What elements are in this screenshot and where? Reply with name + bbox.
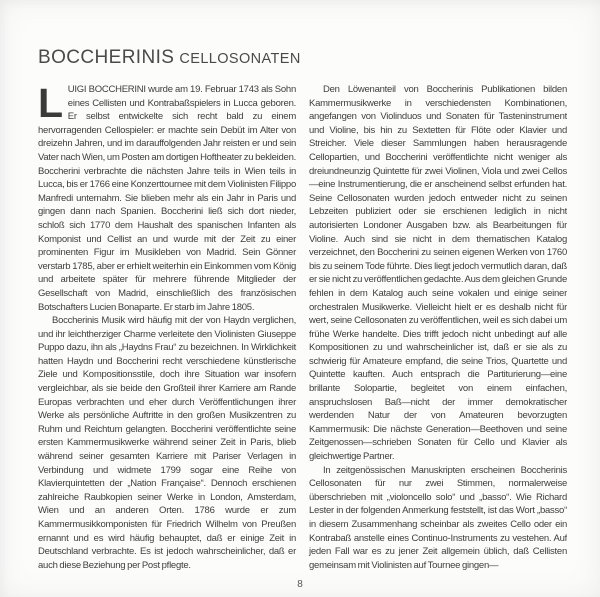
paragraph-manuscripts — [309, 464, 567, 573]
paragraph-text: In zeitgenössischen Manuskripten erscheinen Boccherinis Cellosonaten für nur zwei Stimmen, normalerweise überschrieben mit „violoncello solo“ und „basso“. Wie Richard Lester in der folgenden Anmerkung feststellt, ist das Wort „basso“ in diesem Zusammenhang scheinbar als zweites Cello oder ein Kontrabaß anstelle eines Continuo-Instruments zu vestehen. Auf jeden Fall war es zu jener Zeit allgemein üblich, daß Cellisten gemeinsam mit Violinisten auf Tournee gingen— — [309, 464, 567, 571]
column-right — [309, 83, 567, 583]
title-sub: CELLOSONATEN — [179, 51, 301, 67]
article-columns — [38, 83, 567, 583]
paragraph-biography — [38, 83, 296, 314]
column-left — [38, 83, 296, 583]
paragraph-text: Boccherinis Musik wird häufig mit der von Haydn verglichen, und ihr leichtherziger Charme verleitete den Violinisten Giuseppe Puppo dazu, ihn als „Haydns Frau“ zu bezeichnen. In Wirklichkeit hatten Haydn und Boccherini recht verschiedene künstlerische Ziele und Kompositionsstile, doch ihre Situation war insofern vergleichbar, als sie beide den Großteil ihrer Karriere am Rande Europas verbrachten und eher durch Veröffentlichungen ihrer Werke als persönliche Auftritte in den großen Musikzentren zu Ruhm und Reichtum gelangten. Boccherini veröffentlichte seine ersten Kammermusikwerke während seiner Zeit in Paris, blieb während seiner gesamten Karriere mit Pariser Verlagen in Verbindung und widmete 1799 sogar eine Reihe von Klavierquintetten der „Nation Française“. Dennoch erschienen zahlreiche Raubkopien seiner Werke in London, Amsterdam, Wien und an anderen Orten. 1786 wurde er zum Kammermusikkomponisten für Friedrich Wilhelm von Preußen ernannt und es wird häufig behauptet, daß er einige Zeit in Deutschland verbrachte. Es ist jedoch wahrscheinlicher, daß er auch diese Beziehung per Post pflegte. — [38, 315, 296, 571]
title-main: BOCCHERINIS — [38, 47, 175, 68]
paragraph-publications — [309, 83, 567, 464]
dropcap-letter: L — [38, 83, 63, 126]
paragraph-text: Den Löwenanteil von Boccherinis Publikationen bilden Kammermusikwerke in verschiedensten Kombinationen, angefangen von Violinduos und Sonaten für Tasteninstrument und Violine, bis hin zu Sextetten für Flöte oder Klavier und Streicher. Viele dieser Sammlungen haben herausragende Cellopartien, und Boccherini veröffentlichte nicht weniger als dreiundneunzig Quintette für zwei Violinen, Viola und zwei Cellos—eine Instrumentierung, die er anscheinend selbst erfunden hat. Seine Cellosonaten wurden jedoch entweder nicht zu seinen Lebzeiten publiziert oder sie erschienen lediglich in nicht autorisierten Londoner Ausgaben bzw. als Bearbeitungen für Violine. Auch sind sie nicht in dem thematischen Katalog verzeichnet, den Boccherini zu seinen eigenen Werken von 1760 bis zu seinem Tode führte. Dies liegt jedoch vermutlich daran, daß er sie nicht zu veröffentlichen gedachte. Aus dem gleichen Grunde fehlen in dem Katalog auch seine vokalen und einige seiner orchestralen Musikwerke. Vielleicht hielt er es deshalb nicht für wert, seine Cellosonaten zu veröffentlichen, weil es sich dabei um frühe Werke handelte. Dies trifft jedoch nicht unbedingt auf alle Kompositionen zu und wahrscheinlicher ist, daß er sie als zu schwierig für Amateure empfand, die seine Trios, Quartette und Quintette kauften. Auch entsprach die Partiturierung—eine brillante Solopartie, begleitet von einem einfachen, anspruchslosen Baß—nicht der immer demokratischer werdenden Natur der von Amateuren bevorzugten Kammermusik: Die nächste Generation—Beethoven und seine Zeitgenossen—schrieben Sonaten für Cello und Klavier als gleichwertige Partner. — [309, 84, 567, 463]
paragraph-text: UIGI BOCCHERINI wurde am 19. Februar 1743 als Sohn eines Cellisten und Kontrabaßspielers in Lucca geboren. Er selbst entwickelte sich recht bald zu einem hervorragenden Cellospieler: er machte sein Debüt im Alter von dreizehn Jahren, und im darauffolgenden Jahr reisten er und sein Vater nach Wien, um Posten am dortigen Hoftheater zu bekleiden. Boccherini verbrachte die nächsten Jahre teils in Wien teils in Lucca, bis er 1766 eine Konzerttournee mit dem Violinisten Filippo Manfredi unternahm. Sie blieben mehr als ein Jahr in Paris und gingen dann nach Spanien. Boccherini ließ sich dort nieder, schloß sich 1770 dem Haushalt des spanischen Infanten als Komponist und Cellist an und wurde mit der Zeit zu einer prominenten Figur im Musikleben von Madrid. Sein Gönner verstarb 1785, aber er erhielt weiterhin ein Einkommen vom König und arbeitete später für mehrere führende Mitglieder der Gesellschaft von Madrid, einschließlich des französischen Botschafters Lucien Bonaparte. Er starb im Jahre 1805. — [38, 84, 296, 313]
paragraph-haydn-comparison — [38, 314, 296, 572]
page-title — [38, 34, 567, 71]
page-number: 8 — [297, 579, 303, 590]
